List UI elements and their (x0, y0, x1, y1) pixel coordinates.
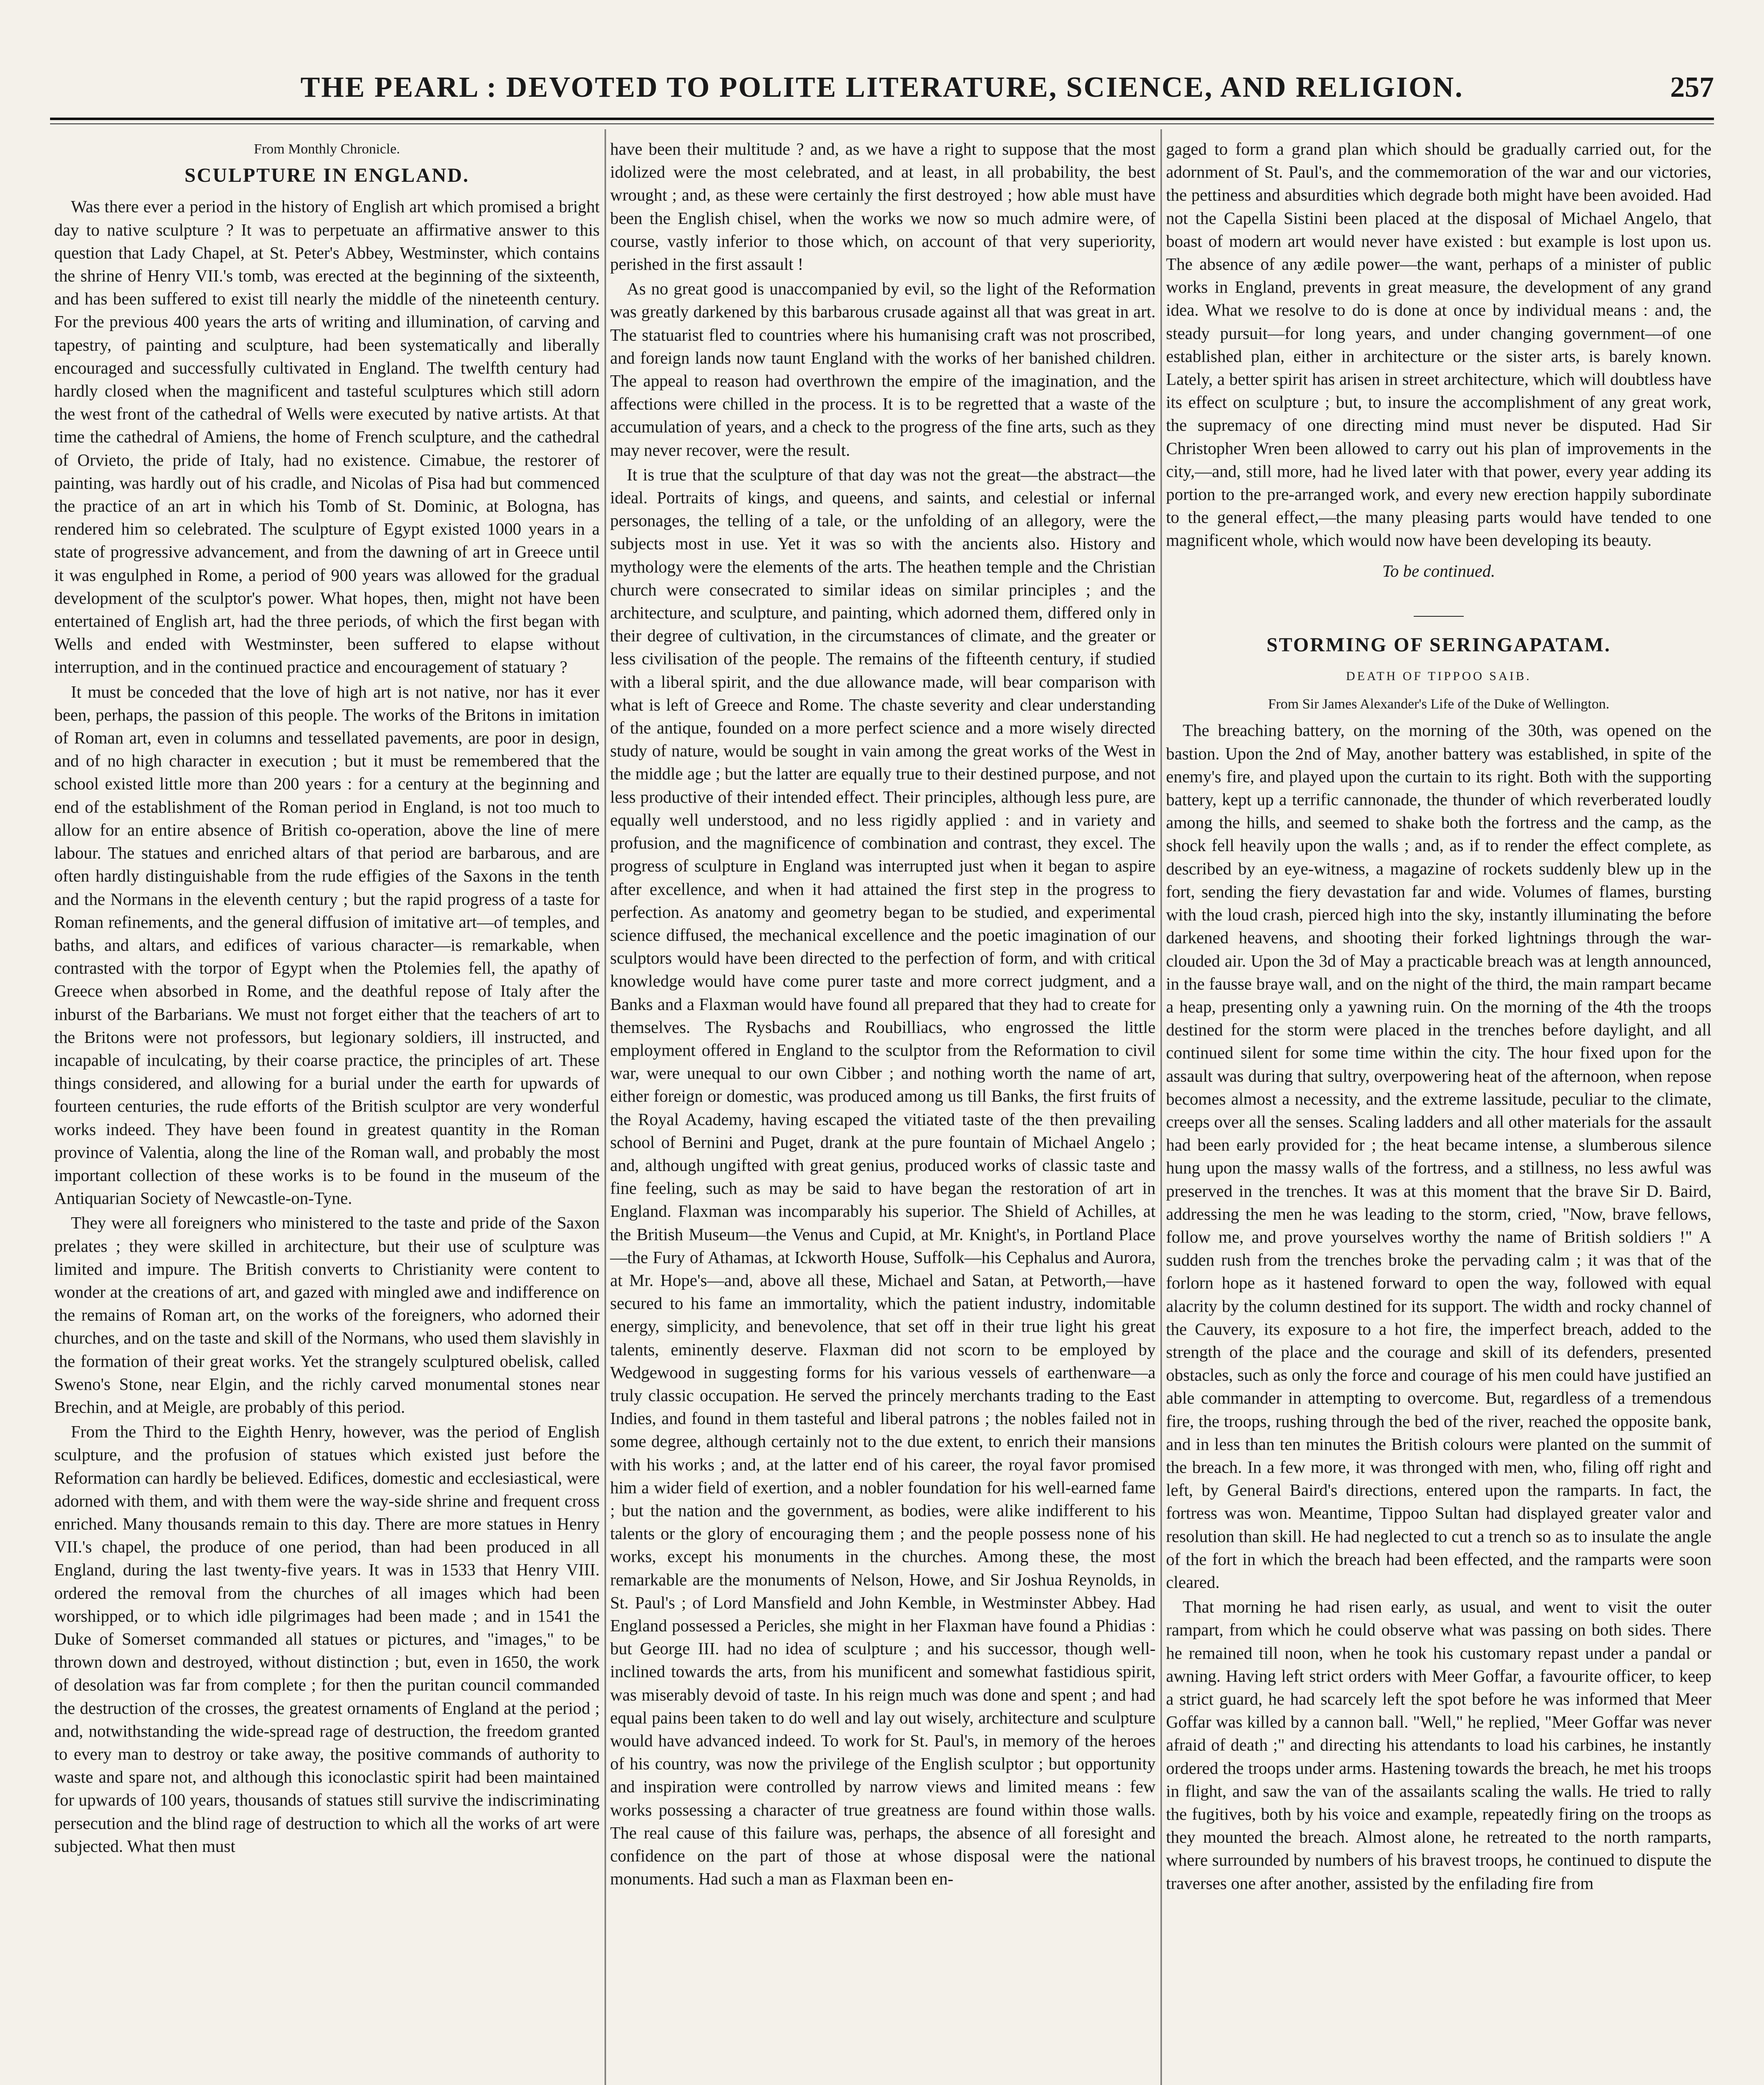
paragraph: Was there ever a period in the history of English art which promised a bright day to native sculpture ? It was to perpetuate an affirmative answer to this question that Lady Chapel, at St. Peter's Abbey, Westminster, which contains the shrine of Henry VII.'s tomb, was erected at the beginning of the sixteenth, and has been suffered to exist till nearly the middle of the nineteenth century. For the previous 400 years the arts of writing and illumination, of carving and tapestry, of painting and sculpture, had been systematically and liberally encouraged and successfully cultivated in England. The twelfth century had hardly closed when the magnificent and tasteful sculptures which still adorn the west front of the cathedral of Wells were executed by native artists. At that time the cathedral of Amiens, the home of French sculpture, and the cathedral of Orvieto, the pride of Italy, had no existence. Cimabue, the restorer of painting, was hardly out of his cradle, and Nicolas of Pisa had but commenced the practice of an art in which his Tomb of St. Dominic, at Bologna, has rendered him so celebrated. The sculpture of Egypt existed 1000 years in a state of progressive advancement, and from the dawning of art in Greece until it was engulphed in Rome, a period of 900 years was allowed for the gradual development of the sculptor's power. What hopes, then, might not have been entertained of English art, had the three periods, of which the first began with Wells and ended with Westminster, been suffered to elapse without interruption, and in the continued practice and encouragement of statuary ? (54, 197, 600, 677)
article-source: From Sir James Alexander's Life of the Duke of Wellington. (1268, 696, 1610, 712)
column-2 (610, 138, 1156, 1892)
paragraph: It is true that the sculpture of that day was not the great—the abstract—the ideal. Portraits of kings, and queens, and saints, and celestial or infernal personages, the telling of a tale, or the unfolding of an allegory, were the subjects most in use. Yet it was so with the ancients also. History and mythology were the elements of the arts. The heathen temple and the Christian church were consecrated to similar ideas on similar principles ; and the architecture, and sculpture, and painting, which adorned them, differed only in their degree of cultivation, in the circumstances of climate, and the greater or less civilisation of the people. The remains of the fifteenth century, if studied with a liberal spirit, and the due allowance made, will bear comparison with what is left of Greece and Rome. The chaste severity and clear understanding of the antique, founded on a more perfect science and a more wisely directed study of nature, would be sought in vain among the great works of the West in the middle age ; but the latter are equally true to their destined purpose, and not less productive of their intended effect. Their principles, although less pure, are equally well understood, and no less rigidly applied : and in variety and profusion, and the magnificence of combination and contrast, they excel. The progress of sculpture in England was interrupted just when it began to aspire after excellence, and when it had attained the first step in the progress to perfection. As anatomy and geometry began to be studied, and experimental science diffused, the mechanical excellence and the poetic imagination of our sculptors would have been directed to the perfection of form, and with critical knowledge would have come purer taste and more correct judgment, and a Banks and a Flaxman would have found all prepared that they had to create for themselves. The Rysbachs and Roubilliacs, who engrossed the little employment offered in England to the sculptor from the Reformation to civil war, were unequal to our own Cibber ; and nothing worth the name of art, either foreign or domestic, was produced among us till Banks, the first fruits of the Royal Academy, having escaped the vitiated taste of the then prevailing school of Bernini and Puget, drank at the pure fountain of Michael Angelo ; and, although ungifted with great genius, produced works of classic taste and fine feeling, such as may be said to have began the restoration of art in England. Flaxman was incomparably his superior. The Shield of Achilles, at the British Museum—the Venus and Cupid, at Mr. Knight's, in Portland Place—the Fury of Athamas, at Ickworth House, Suffolk—his Cephalus and Aurora, at Mr. Hope's—and, above all these, Michael and Satan, at Petworth,—have secured to his fame an immortality, which the patient industry, indomitable energy, simplicity, and benevolence, that set off in their true light his great talents, eminently deserve. Flaxman did not scorn to be employed by Wedgewood in suggesting forms for his various vessels of earthenware—a truly classic occupation. He served the princely merchants trading to the East Indies, and found in them tasteful and liberal patrons ; the nobles failed not in some degree, although certainly not to the due extent, to enrich their mansions with his works ; and, at the latter end of his career, the royal favor promised him a wider field of exertion, and a nobler foundation for his well-earned fame ; but the nation and the government, as bodies, were alike indifferent to his talents or the glory of encouraging them ; and the people possess none of his works, except his monuments in the churches. Among these, the most remarkable are the monuments of Nelson, Howe, and Sir Joshua Reynolds, in St. Paul's ; of Lord Mansfield and John Kemble, in Westminster Abbey. Had England possessed a Pericles, she might in her Flaxman have found a Phidias : but George III. had no idea of sculpture ; and his successor, though well-inclined towards the arts, from his munificent and somewhat fastidious spirit, was miserably devoid of taste. In his reign much was done and spent ; and had equal pains been taken to do well and lay out wisely, architecture and sculpture would have advanced indeed. To work for St. Paul's, in memory of the heroes of his country, was now the privilege of the English sculptor ; but opportunity and inspiration were controlled by narrow views and limited means : few works possessing a character of true greatness are found within those walls. The real cause of this failure was, perhaps, the absence of all foresight and confidence on the part of those at whose disposal were the national monuments. Had such a man as Flaxman been en- (610, 465, 1156, 1889)
paragraph: As no great good is unaccompanied by evil, so the light of the Reformation was greatly darkened by this barbarous crusade against all that was great in art. The statuarist fled to countries where his humanising craft was not proscribed, and foreign lands now taunt England with the works of her banished children. The appeal to reason had overthrown the empire of the imagination, and the affections were chilled in the process. It is to be regretted that a waste of the accumulation of years, and a check to the progress of the fine arts, such as they may never recover, were the result. (610, 279, 1156, 460)
column-1 (54, 138, 600, 1859)
paragraph: That morning he had risen early, as usual, and went to visit the outer rampart, from which he could observe what was passing on both sides. There he remained till noon, when he took his customary repast under a pandal or awning. Having left strict orders with Meer Goffar, a favourite officer, to keep a strict guard, he had scarcely left the spot before he was informed that Meer Goffar was killed by a cannon ball. "Well," he replied, "Meer Goffar was never afraid of death ;" and directing his attendants to load his carbines, he instantly ordered the troops under arms. Hastening towards the breach, he met his troops in flight, and saw the van of the assailants scaling the walls. He tried to rally the fugitives, both by his voice and example, repeatedly firing on the troops as they mounted the breach. Almost alone, he retreated to the north ramparts, where surrounded by numbers of his bravest troops, he continued to dispute the traverses one after another, assisted by the enfilading fire from (1166, 1597, 1711, 1893)
header-rule (50, 118, 1714, 120)
paragraph: From the Third to the Eighth Henry, however, was the period of English sculpture, and the profusion of statues which existed just before the Reformation can hardly be believed. Edifices, domestic and ecclesiastical, were adorned with them, and with them were the way-side shrine and frequent cross enriched. Many thousands remain to this day. There are more statues in Henry VII.'s chapel, the produce of one period, than had been produced in all England, during the last twenty-five years. It was in 1533 that Henry VIII. ordered the removal from the churches of all images which had been worshipped, or to which idle pilgrimages had been made ; and in 1541 the Duke of Somerset commanded all statues or pictures, and "images," to be thrown down and destroyed, without distinction ; but, even in 1650, the work of desolation was far from complete ; for then the puritan council commanded the destruction of the crosses, the greatest ornaments of England at the period ; and, notwithstanding the wide-spread rage of destruction, the freedom granted to every man to destroy or take away, the positive commands of authority to waste and spare not, and although this iconoclastic spirit had been maintained for upwards of 100 years, thousands of statues still survive the indiscriminating persecution and the blind rage of destruction to which all the works of art were subjected. What then must (54, 1422, 600, 1856)
article-heading: STORMING OF SERINGAPATAM. (1266, 633, 1611, 656)
journal-title: THE PEARL : DEVOTED TO POLITE LITERATURE, SCIENCE, AND RELIGION. (300, 71, 1464, 103)
column-3 (1166, 138, 1711, 1897)
header-rule-thin (50, 123, 1714, 124)
paragraph: They were all foreigners who ministered to the taste and pride of the Saxon prelates ; they were skilled in architecture, but their use of sculpture was limited and impure. The British converts to Christianity were content to wonder at the creations of art, and gazed with mingled awe and indifference on the remains of Roman art, on the works of the foreigners, who adorned their churches, and on the taste and skill of the Normans, who used them slavishly in the formation of their great works. Yet the strangely sculptured obelisk, called Sweno's Stone, near Elgin, and the richly carved monumental stones near Brechin, and at Meigle, are probably of this period. (54, 1213, 600, 1417)
page-number: 257 (1670, 71, 1714, 103)
column-divider (1161, 129, 1162, 2085)
continued-note: To be continued. (1382, 561, 1495, 580)
paragraph: It must be conceded that the love of high art is not native, nor has it ever been, perhaps, the passion of this people. The works of the Britons in imitation of Roman art, even in columns and tessellated pavements, are poor in design, and of no high character in execution ; but it must be remembered that the school existed little more than 200 years : for a century at the beginning and end of the establishment of the Roman period in England, is not too much to allow for an entire absence of British co-operation, above the line of mere labour. The statues and enriched altars of that period are barbarous, and are often hardly distinguishable from the rude effigies of the Saxons in the tenth and the Normans in the eleventh century ; but the rapid progress of a taste for Roman refinements, and the general diffusion of imitative art—of temples, and baths, and altars, and edifices of various character—is remarkable, when contrasted with the torpor of Egypt when the Ptolemies fell, the apathy of Greece when absorbed in Rome, and the deathful repose of Italy after the inburst of the Barbarians. We must not forget either that the teachers of art to the Britons were not professors, but legionary soldiers, ill instructed, and incapable of inculcating, by their coarse practice, the principles of art. These things considered, and allowing for a burial under the earth for upwards of fourteen centuries, the rude efforts of the British sculptor are very wonderful works indeed. They have been found in greatest quantity in the Roman province of Valentia, along the line of the Roman wall, and probably the most important collection of these works is to be found in the museum of the Antiquarian Society of Newcastle-on-Tyne. (54, 682, 600, 1208)
paragraph: have been their multitude ? and, as we have a right to suppose that the most idolized were the most celebrated, and at least, in all probability, the best wrought ; and, as these were certainly the first destroyed ; how able must have been the English chisel, when the works we now so much admire were, of course, vastly inferior to those which, on account of that very superiority, perished in the first assault ! (610, 139, 1156, 274)
section-divider (1414, 616, 1464, 617)
article-heading: SCULPTURE IN ENGLAND. (184, 164, 470, 187)
column-divider (605, 129, 606, 2085)
article-source: From Monthly Chronicle. (254, 141, 400, 157)
article-subheading: DEATH OF TIPPOO SAIB. (1346, 669, 1532, 683)
page-header (50, 63, 1714, 117)
paragraph: The breaching battery, on the morning of the 30th, was opened on the bastion. Upon the 2nd of May, another battery was established, in spite of the enemy's fire, and played upon the curtain to its right. Both with the supporting battery, kept up a terrific cannonade, the thunder of which reverberated loudly among the hills, and seemed to shake both the fortress and the camp, as the shock fell heavily upon the walls ; and, as if to render the effect complete, as described by an eye-witness, a magazine of rockets suddenly blew up in the fort, sending the fiery devastation far and wide. Volumes of flames, bursting with the loud crash, pierced high into the sky, instantly illuminating the before darkened heavens, and shooting their forked lightnings through the war-clouded air. Upon the 3d of May a practicable breach was at length announced, in the fausse braye wall, and on the night of the third, the main rampart became a heap, presenting only a yawning ruin. On the morning of the 4th the troops destined for the storm were placed in the trenches before daylight, and all continued silent for some time within the city. The hour fixed upon for the assault was during that sultry, overpowering heat of the afternoon, when repose becomes almost a necessity, and the extreme lassitude, peculiar to the climate, creeps over all the senses. Scaling ladders and all other materials for the assault had been early provided for ; the heat became intense, a slumberous silence hung upon the massy walls of the fortress, and a stillness, no less awful was preserved in the trenches. It was at this moment that the brave Sir D. Baird, addressing the men he was leading to the storm, cried, "Now, brave fellows, follow me, and prove yourselves worthy the name of British soldiers !" A sudden rush from the trenches broke the pervading calm ; it was that of the forlorn hope as it hastened forward to open the way, followed with equal alacrity by the column destined for its support. The width and rocky channel of the Cauvery, its exposure to a hot fire, the imperfect breach, added to the strength of the place and the courage and skill of its defenders, presented obstacles, such as only the force and courage of his men could have justified an able commander in attempting to overcome. But, regardless of a tremendous fire, the troops, rushing through the bed of the river, reached the opposite bank, and in less than ten minutes the British colours were planted on the summit of the breach. In a few more, it was thronged with men, who, filing off right and left, by General Baird's directions, entered upon the ramparts. In fact, the fortress was won. Meantime, Tippoo Sultan had displayed greater valor and resolution than skill. He had neglected to cut a trench so as to insulate the angle of the fort in which the breach had been effected, and the ramparts were soon cleared. (1166, 721, 1711, 1592)
paragraph: gaged to form a grand plan which should be gradually carried out, for the adornment of St. Paul's, and the commemoration of the war and our victories, the pettiness and absurdities which degrade both might have been avoided. Had not the Capella Sistini been placed at the disposal of Michael Angelo, that boast of modern art would never have existed : but example is lost upon us. The absence of any ædile power—the want, perhaps of a minister of public works in England, prevents in great measure, the development of any grand idea. What we resolve to do is done at once by individual means : and, the steady pursuit—for long years, and under changing government—of one established plan, either in architecture or the sister arts, is barely known. Lately, a better spirit has arisen in street architecture, which will doubtless have its effect on sculpture ; but, to insure the accomplishment of any great work, the supremacy of one directing mind must never be disputed. Had Sir Christopher Wren been allowed to carry out his plan of improvements in the city,—and, still more, had he lived later with that power, every year adding its portion to the pre-arranged work, and every new erection happily subordinate to the general effect,—the many pleasing parts would have tended to one magnificent whole, which would now have been developing its beauty. (1166, 139, 1711, 550)
